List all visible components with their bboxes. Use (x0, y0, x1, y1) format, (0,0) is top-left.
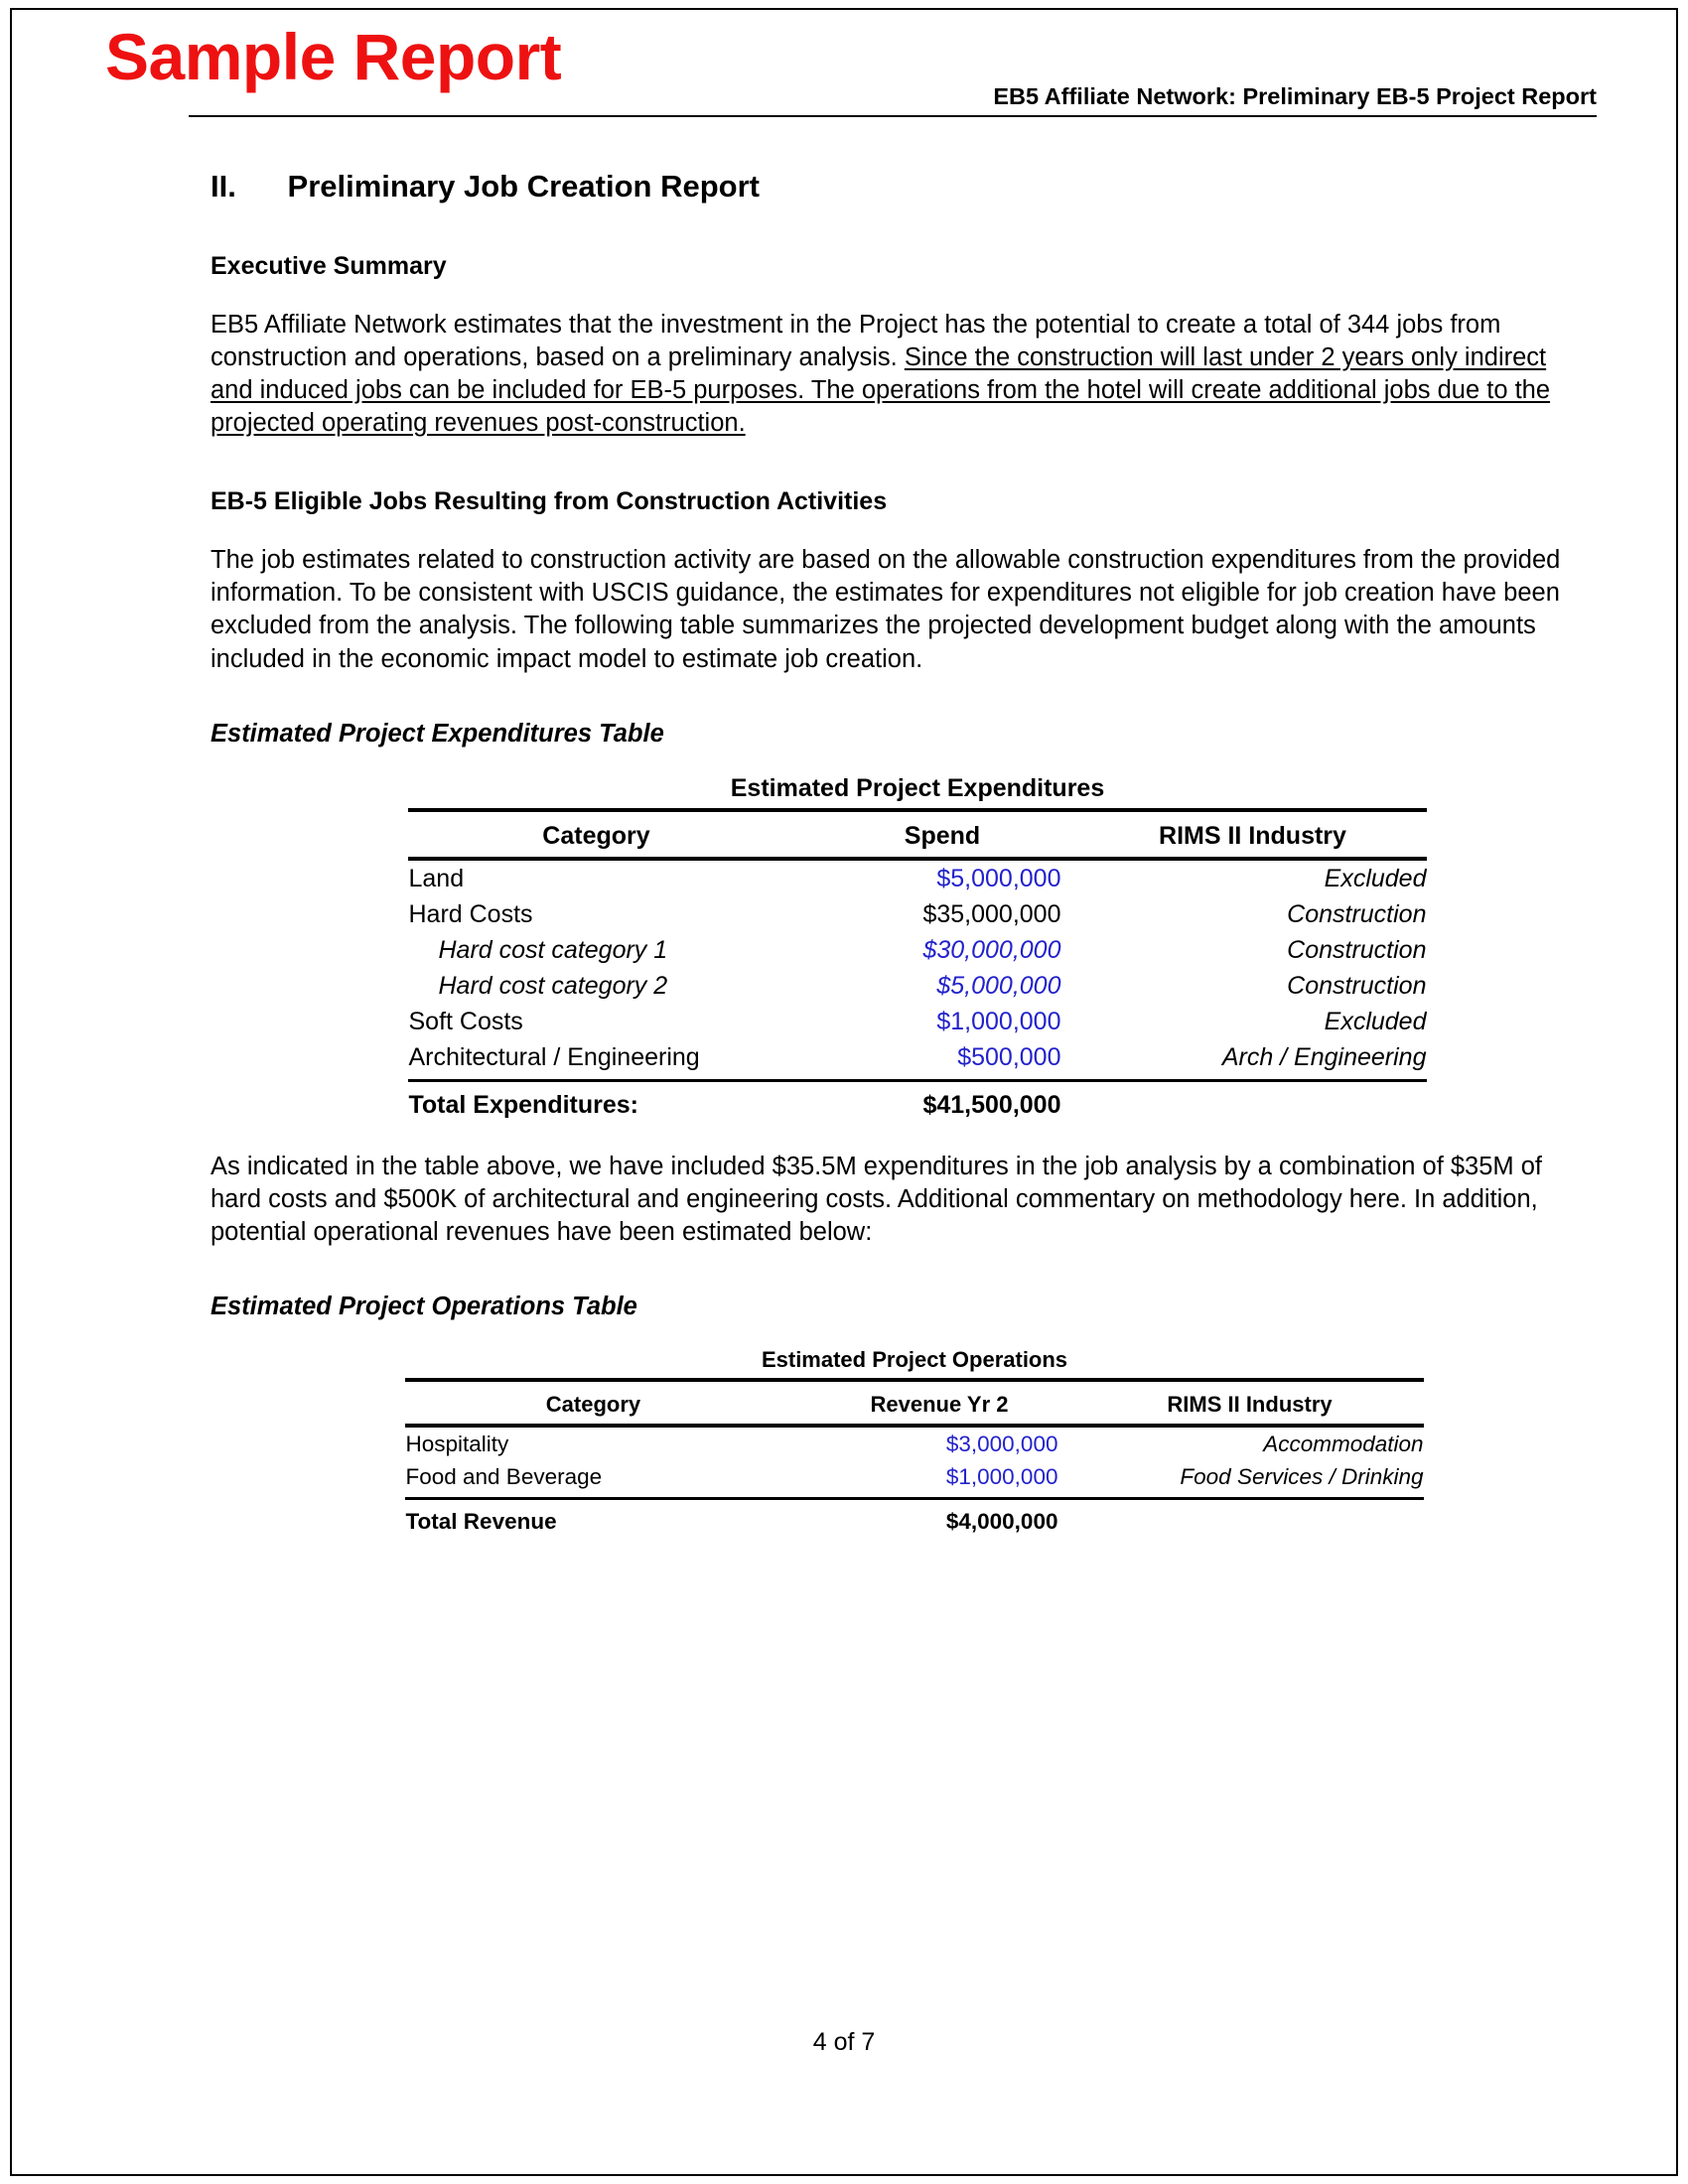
mid-paragraph: As indicated in the table above, we have included $35.5M expenditures in the job analysis by a combination of $35M of hard costs and $500K of architectural and engineering costs. Additional commentary on methodology here. In addition, potential operational revenues have been estimated below: (211, 1152, 1543, 1247)
section-title-text: Preliminary Job Creation Report (287, 169, 760, 204)
total-industry-empty (1075, 1499, 1423, 1539)
cell-industry: Construction (1287, 899, 1427, 928)
total-label: Total Expenditures: (408, 1090, 638, 1119)
cell-spend: $500,000 (805, 1039, 1078, 1081)
page-number-footer: 4 of 7 (812, 2028, 876, 2056)
cell-category: Food and Beverage (405, 1460, 802, 1499)
header-divider (189, 115, 1597, 117)
table-row (408, 968, 1426, 1004)
table-row (408, 1039, 1426, 1081)
cell-industry: Arch / Engineering (1078, 1039, 1426, 1081)
table-row (405, 1460, 1423, 1499)
operations-table (405, 1347, 1423, 1538)
table-row (405, 1426, 1423, 1460)
total-industry-empty (1078, 1080, 1426, 1123)
table-title-row (405, 1347, 1423, 1380)
construction-paragraph: The job estimates related to construction activity are based on the allowable construction expenditures from the provided information. To be consistent with USCIS guidance, the estimates for expenditures not eligible for job creation have been excluded from the analysis. The following table summarizes the projected development budget along with the amounts included in the economic impact model to estimate job creation. (211, 546, 1561, 673)
sample-report-stamp: Sample Report (105, 20, 562, 93)
table-row (408, 1004, 1426, 1039)
total-value: $41,500,000 (922, 1090, 1061, 1119)
exec-summary-plain: EB5 Affiliate Network estimates that the investment in the Project has the potential to create a total of 344 jobs from construction and operations, based on a preliminary analysis. (211, 310, 1501, 371)
exec-summary-underlined: Since the construction will last under 2 years only indirect and induced jobs can be included for EB-5 purposes. The operations from the hotel will create additional jobs due to the projected operating revenues post-construction. (211, 342, 1551, 438)
cell-category: Soft Costs (408, 1007, 523, 1035)
page-header (105, 12, 1597, 136)
cell-category: Hard cost category 2 (438, 971, 668, 1000)
operations-table-title: Estimated Project Operations (405, 1347, 1423, 1380)
cell-industry: Excluded (1324, 864, 1427, 892)
cell-spend: $35,000,000 (922, 899, 1061, 928)
table-title-row (408, 774, 1426, 810)
cell-spend: $5,000,000 (936, 971, 1061, 1000)
table-header-row (408, 810, 1426, 859)
cell-revenue: $1,000,000 (802, 1460, 1075, 1499)
page-content (14, 12, 1674, 2172)
cell-category: Hard cost category 1 (438, 935, 668, 964)
column-header-industry: RIMS II Industry (1078, 810, 1426, 859)
table-total-row (408, 1080, 1426, 1123)
column-header-spend: Spend (805, 810, 1078, 859)
cell-category: Hard Costs (408, 899, 533, 928)
column-header-category: Category (408, 810, 805, 859)
table-row (408, 932, 1426, 968)
cell-spend: $30,000,000 (922, 935, 1061, 964)
total-value: $4,000,000 (945, 1509, 1058, 1535)
executive-summary-heading: Executive Summary (211, 251, 447, 280)
page-title (211, 169, 1579, 205)
operations-table-wrapper (211, 1347, 1579, 1538)
cell-category: Architectural / Engineering (408, 1039, 805, 1081)
operations-table-caption: Estimated Project Operations Table (211, 1293, 637, 1321)
cell-industry: Food Services / Drinking (1075, 1460, 1423, 1499)
cell-category: Land (408, 864, 465, 892)
cell-spend: $5,000,000 (936, 864, 1061, 892)
expenditures-table-title: Estimated Project Expenditures (408, 774, 1426, 810)
section-number: II. (211, 169, 236, 204)
document-body (211, 169, 1579, 1538)
expenditures-table (408, 774, 1426, 1123)
cell-revenue: $3,000,000 (945, 1432, 1058, 1457)
table-header-row (405, 1380, 1423, 1426)
table-row (408, 859, 1426, 896)
column-header-industry: RIMS II Industry (1075, 1380, 1423, 1426)
cell-spend: $1,000,000 (936, 1007, 1061, 1035)
cell-industry: Construction (1287, 935, 1427, 964)
cell-industry: Construction (1287, 971, 1427, 1000)
cell-industry: Accommodation (1263, 1432, 1424, 1457)
cell-industry: Excluded (1324, 1007, 1427, 1035)
construction-jobs-heading: EB-5 Eligible Jobs Resulting from Construction Activities (211, 487, 888, 516)
expenditures-table-wrapper (211, 774, 1579, 1123)
total-label: Total Revenue (405, 1509, 557, 1535)
header-report-title: EB5 Affiliate Network: Preliminary EB-5 Project Report (993, 83, 1597, 109)
table-total-row (405, 1499, 1423, 1539)
expenditures-table-caption: Estimated Project Expenditures Table (211, 719, 664, 748)
cell-category: Hospitality (405, 1432, 509, 1457)
column-header-revenue: Revenue Yr 2 (802, 1380, 1075, 1426)
table-row (408, 896, 1426, 932)
executive-summary-paragraph (211, 309, 1579, 441)
column-header-category: Category (405, 1380, 802, 1426)
